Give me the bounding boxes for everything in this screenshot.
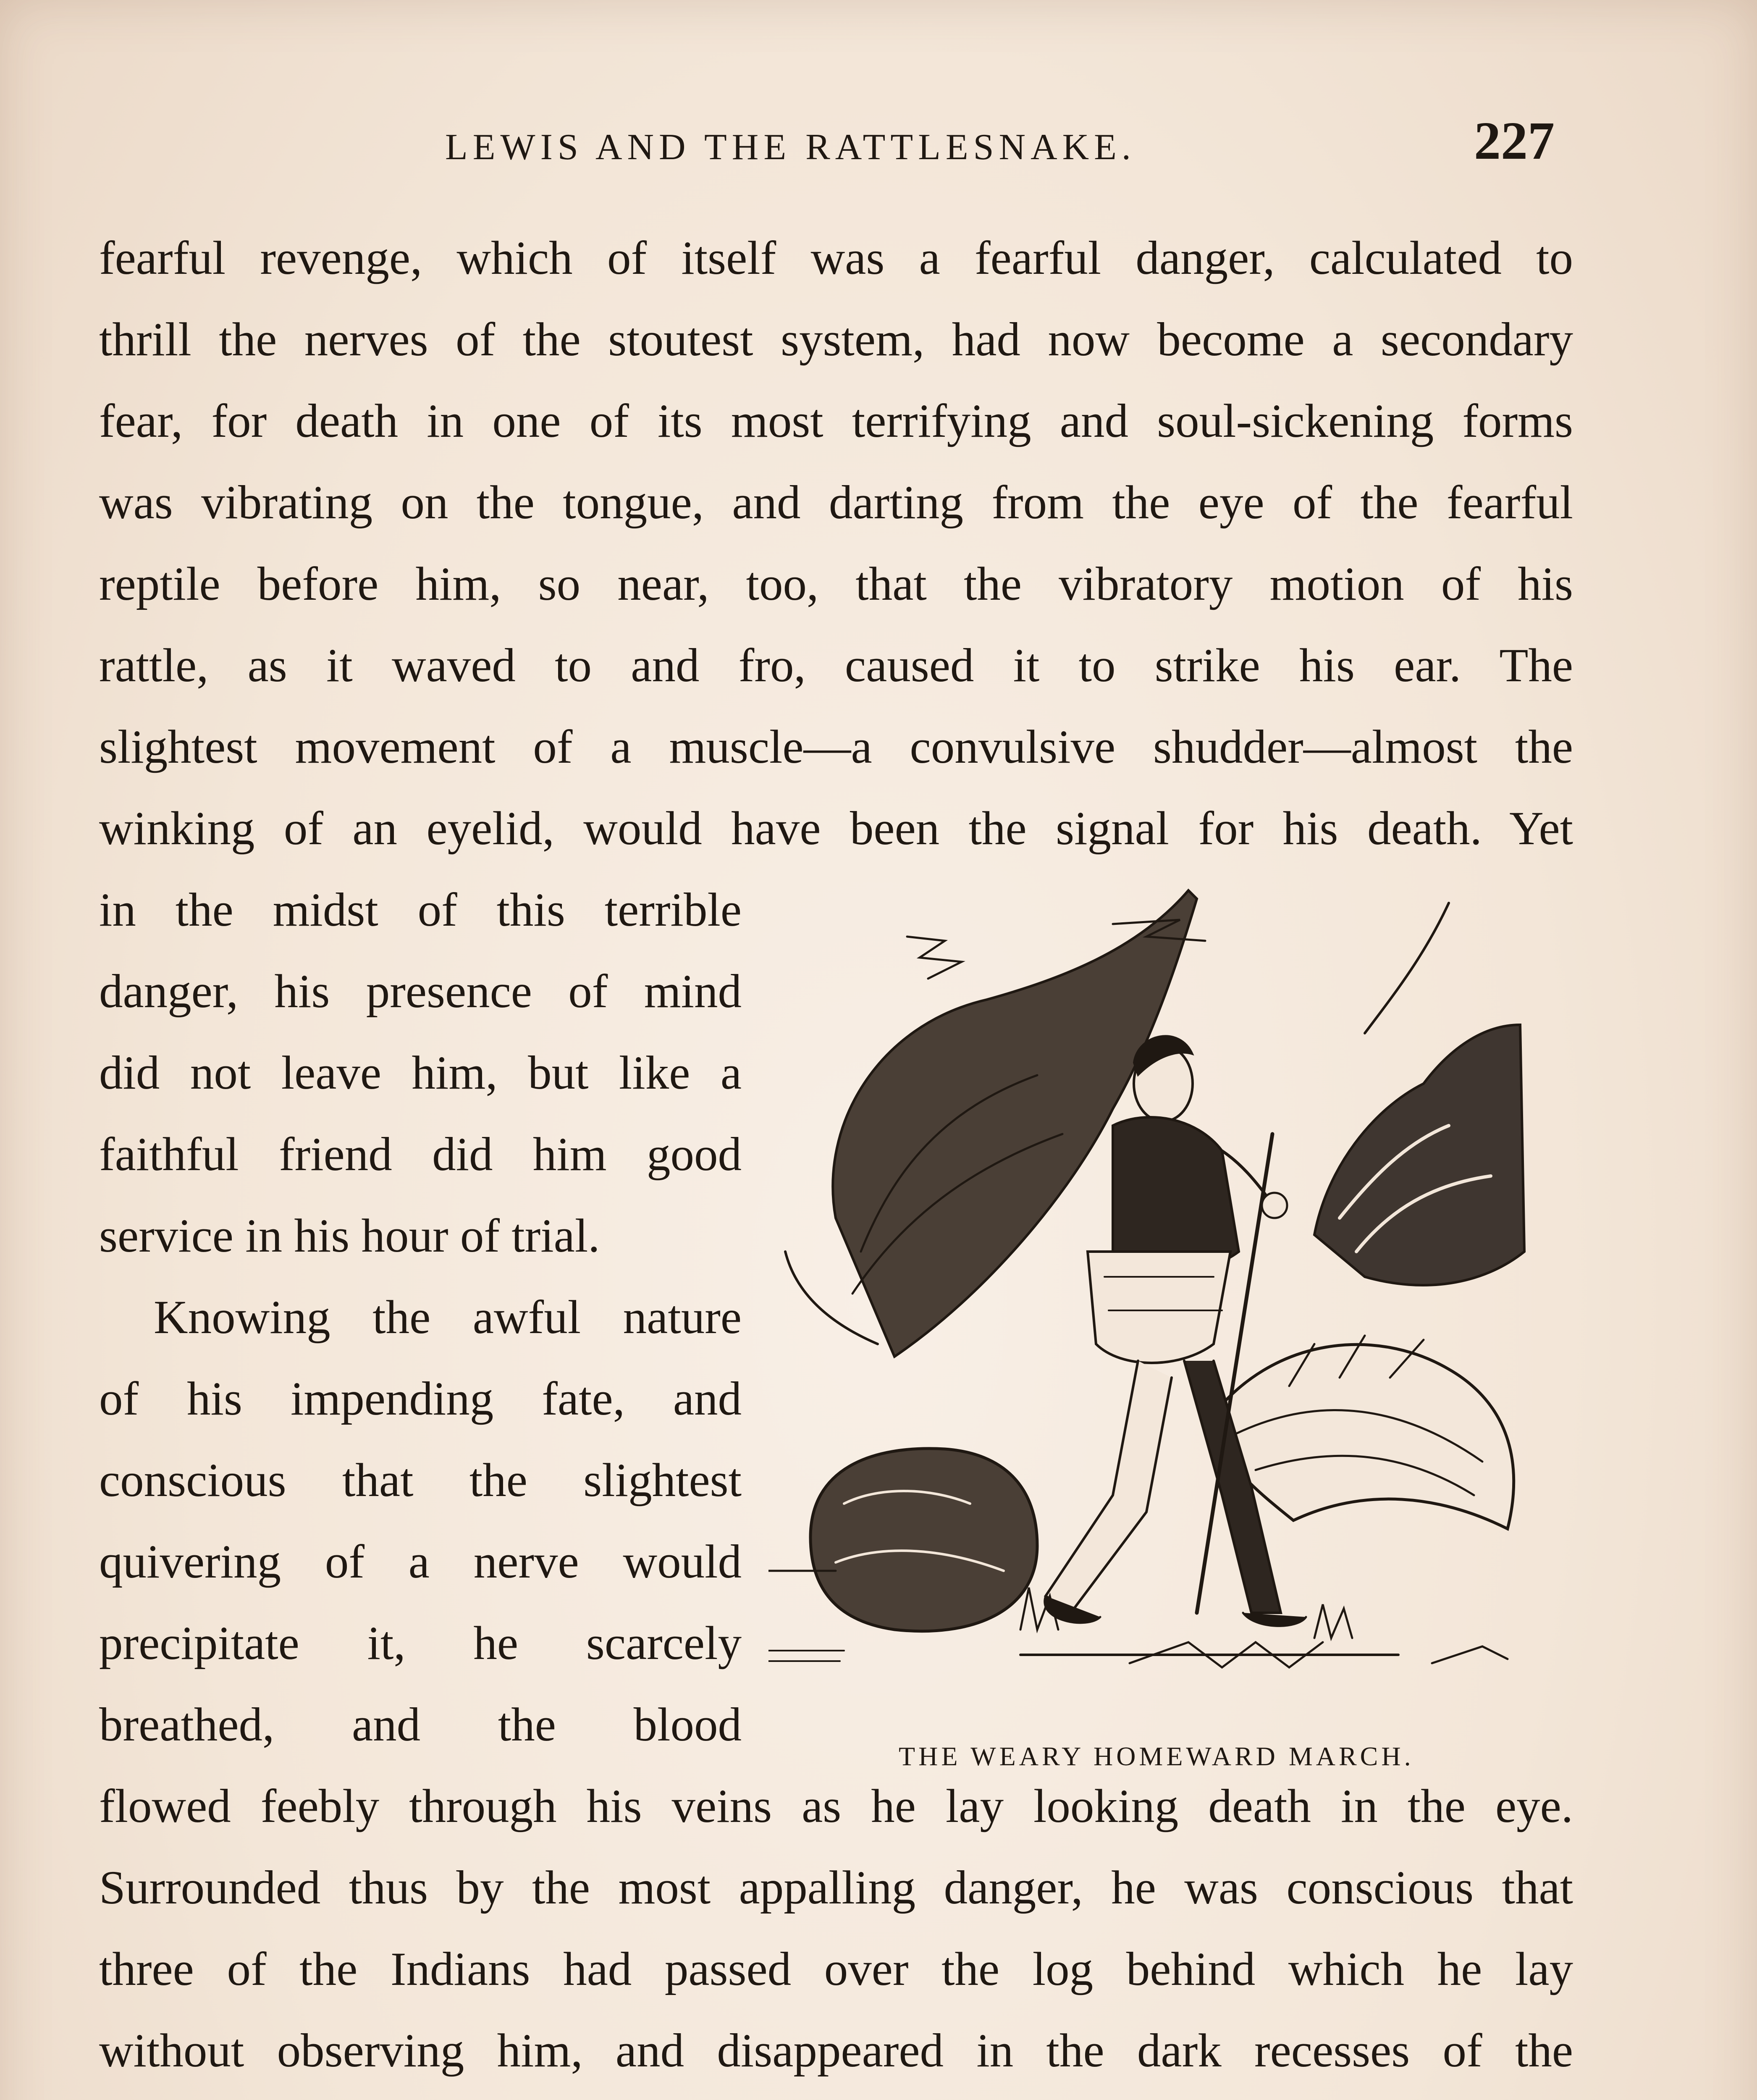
text-line: breathed, and the blood xyxy=(99,1698,742,1751)
text-line: slightest movement of a muscle—a convulsive shudder—almost the xyxy=(99,721,1573,773)
text-line: in the midst of this terrible xyxy=(99,884,742,936)
text-line: Knowing the awful nature xyxy=(154,1291,742,1344)
text-line: faithful friend did him good xyxy=(99,1128,742,1181)
page-number: 227 xyxy=(1474,111,1555,171)
woodcut-illustration xyxy=(768,874,1533,1697)
text-line: of his impending fate, and xyxy=(99,1373,742,1425)
text-line: Surrounded thus by the most appalling danger, he was conscious that xyxy=(99,1861,1573,1914)
text-line: rattle, as it waved to and fro, caused it to strike his ear. The xyxy=(99,639,1573,692)
text-line: thrill the nerves of the stoutest system, had now become a secondary xyxy=(99,313,1573,366)
figure-caption: THE WEARY HOMEWARD MARCH. xyxy=(899,1741,1414,1771)
text-line: winking of an eyelid, would have been the signal for his death. Yet xyxy=(99,802,1573,855)
text-line: did not leave him, but like a xyxy=(99,1047,742,1099)
text-line: conscious that the slightest xyxy=(99,1454,742,1507)
text-line: reptile before him, so near, too, that the vibratory motion of his xyxy=(99,558,1573,610)
text-line: fear, for death in one of its most terrifying and soul-sickening forms xyxy=(99,395,1573,447)
text-line: flowed feebly through his veins as he lay looking death in the eye. xyxy=(99,1780,1573,1832)
text-line: fearful revenge, which of itself was a fearful danger, calculated to xyxy=(99,232,1573,284)
text-line: precipitate it, he scarcely xyxy=(99,1617,742,1670)
text-line: was vibrating on the tongue, and darting from the eye of the fearful xyxy=(99,476,1573,529)
running-head: LEWIS AND THE RATTLESNAKE. xyxy=(445,127,1136,168)
text-line: service in his hour of trial. xyxy=(99,1210,600,1262)
text-line: three of the Indians had passed over the log behind which he lay xyxy=(99,1943,1573,1995)
text-line: danger, his presence of mind xyxy=(99,965,742,1018)
text-line: quivering of a nerve would xyxy=(99,1536,742,1588)
text-line: without observing him, and disappeared in the dark recesses of the xyxy=(99,2024,1573,2077)
